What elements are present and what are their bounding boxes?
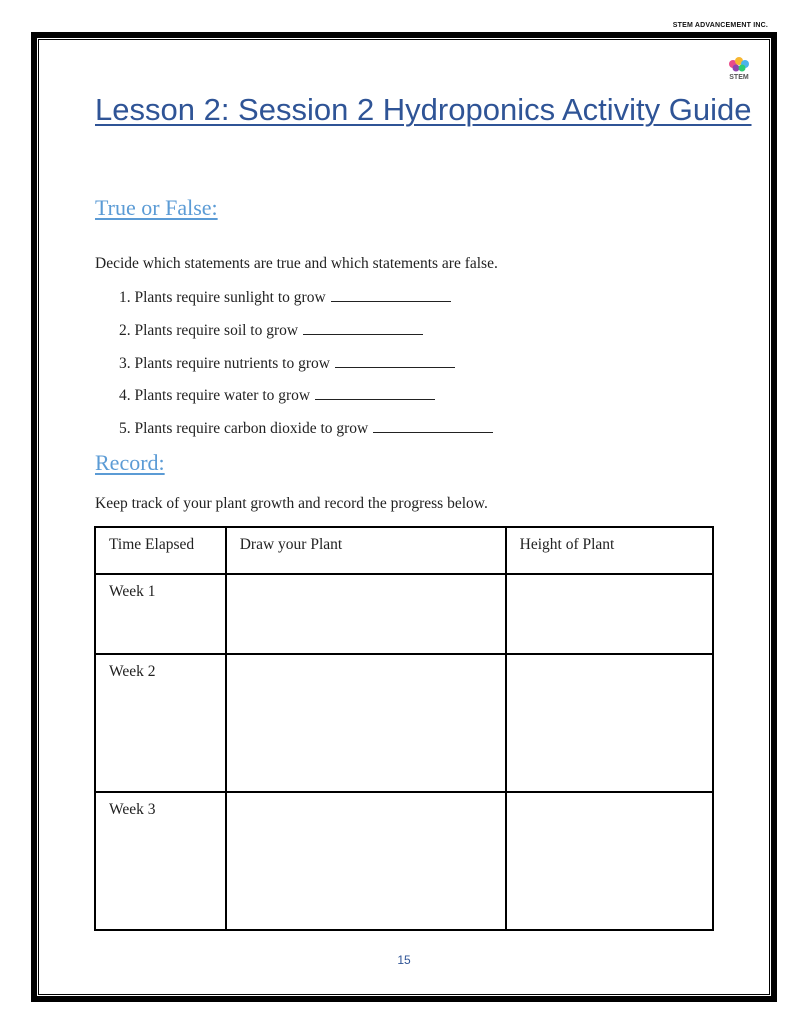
logo-text: STEM [729, 74, 749, 81]
record-instructions: Keep track of your plant growth and record the progress below. [95, 495, 488, 512]
week-label: Week 2 [95, 654, 226, 792]
answer-blank[interactable] [331, 287, 451, 302]
statement-text: 3. Plants require nutrients to grow [119, 355, 330, 372]
growth-record-table [94, 526, 714, 931]
table-row [95, 654, 713, 792]
true-false-instructions: Decide which statements are true and which statements are false. [95, 255, 498, 272]
company-header: STEM ADVANCEMENT INC. [672, 22, 768, 29]
statement-text: 1. Plants require sunlight to grow [119, 289, 326, 306]
statement-text: 4. Plants require water to grow [119, 387, 311, 404]
page-number: 15 [397, 953, 411, 967]
table-row [95, 574, 713, 654]
drawing-cell[interactable] [226, 574, 506, 654]
table-header-row [95, 527, 713, 574]
week-label: Week 3 [95, 792, 226, 930]
statement-item [119, 287, 451, 307]
table-row [95, 792, 713, 930]
statement-text: 5. Plants require carbon dioxide to grow [119, 420, 369, 437]
drawing-cell[interactable] [226, 654, 506, 792]
height-cell[interactable] [506, 574, 713, 654]
drawing-cell[interactable] [226, 792, 506, 930]
record-heading: Record: [95, 450, 165, 475]
column-header: Draw your Plant [226, 527, 506, 574]
answer-blank[interactable] [303, 320, 423, 335]
answer-blank[interactable] [373, 418, 493, 433]
answer-blank[interactable] [315, 385, 435, 400]
statement-item [119, 418, 493, 438]
height-cell[interactable] [506, 792, 713, 930]
true-false-heading: True or False: [95, 195, 218, 220]
height-cell[interactable] [506, 654, 713, 792]
answer-blank[interactable] [335, 353, 455, 368]
week-label: Week 1 [95, 574, 226, 654]
statement-text: 2. Plants require soil to grow [119, 322, 299, 339]
page-title: Lesson 2: Session 2 Hydroponics Activity Guide [95, 92, 752, 127]
column-header: Time Elapsed [95, 527, 226, 574]
stem-logo-icon [722, 55, 756, 89]
statement-item [119, 385, 435, 405]
column-header: Height of Plant [506, 527, 713, 574]
statement-item [119, 353, 455, 373]
statement-item [119, 320, 423, 340]
